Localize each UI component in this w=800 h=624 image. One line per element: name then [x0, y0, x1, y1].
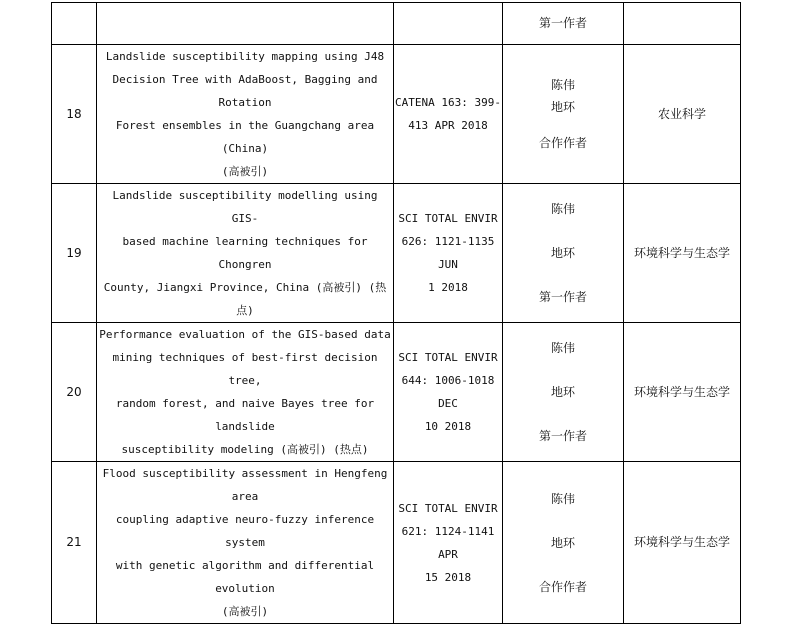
- author-name: 陈伟: [550, 341, 575, 355]
- author-affiliation: 地环: [550, 246, 575, 260]
- category-cell: 环境科学与生态学: [624, 462, 741, 624]
- author-name: 陈伟: [550, 202, 575, 216]
- author-role: 第一作者: [538, 429, 587, 443]
- title-cell: Flood susceptibility assessment in Hengfeng area coupling adaptive neuro-fuzzy inference system with genetic algorithm and differential evolution (高被引): [97, 462, 394, 624]
- author-cell: [503, 323, 624, 462]
- category-cell: [624, 3, 741, 45]
- table-row: [52, 462, 741, 624]
- author-cell: [503, 462, 624, 624]
- num-cell: [52, 3, 97, 45]
- author-role: 合作作者: [538, 579, 587, 594]
- source-cell: [394, 3, 503, 45]
- source-cell: SCI TOTAL ENVIR 644: 1006-1018 DEC 10 2018: [394, 323, 503, 462]
- title-cell: Landslide susceptibility mapping using J48 Decision Tree with AdaBoost, Bagging and Rotation Forest ensembles in the Guangchang area (China) (高被引): [97, 45, 394, 184]
- author-affiliation: 地环: [550, 100, 575, 114]
- author-cell: [503, 3, 624, 45]
- source-cell: SCI TOTAL ENVIR 626: 1121-1135 JUN 1 2018: [394, 184, 503, 323]
- category-cell: 环境科学与生态学: [624, 323, 741, 462]
- category-cell: 农业科学: [624, 45, 741, 184]
- source-cell: SCI TOTAL ENVIR 621: 1124-1141 APR 15 2018: [394, 462, 503, 624]
- table-row: [52, 3, 741, 45]
- num-cell: 20: [52, 323, 97, 462]
- author-cell: [503, 45, 624, 184]
- author-role: 第一作者: [538, 16, 587, 30]
- author-affiliation: 地环: [550, 535, 575, 550]
- author-role: 合作作者: [538, 136, 587, 150]
- author-role: 第一作者: [538, 290, 587, 304]
- title-cell: [97, 3, 394, 45]
- publication-table: [51, 2, 741, 624]
- num-cell: 18: [52, 45, 97, 184]
- author-name: 陈伟: [550, 491, 575, 506]
- author-cell: [503, 184, 624, 323]
- num-cell: 21: [52, 462, 97, 624]
- author-name: 陈伟: [550, 78, 575, 92]
- num-cell: 19: [52, 184, 97, 323]
- author-affiliation: 地环: [550, 385, 575, 399]
- title-cell: Performance evaluation of the GIS-based data mining techniques of best-first decision tree, random forest, and naive Bayes tree for landslide susceptibility modeling (高被引) (热点): [97, 323, 394, 462]
- table-row: [52, 323, 741, 462]
- category-cell: 环境科学与生态学: [624, 184, 741, 323]
- title-cell: Landslide susceptibility modelling using GIS- based machine learning techniques for Chongren County, Jiangxi Province, China (高被引) (热点): [97, 184, 394, 323]
- table-row: [52, 184, 741, 323]
- source-cell: CATENA 163: 399- 413 APR 2018: [394, 45, 503, 184]
- table-row: [52, 45, 741, 184]
